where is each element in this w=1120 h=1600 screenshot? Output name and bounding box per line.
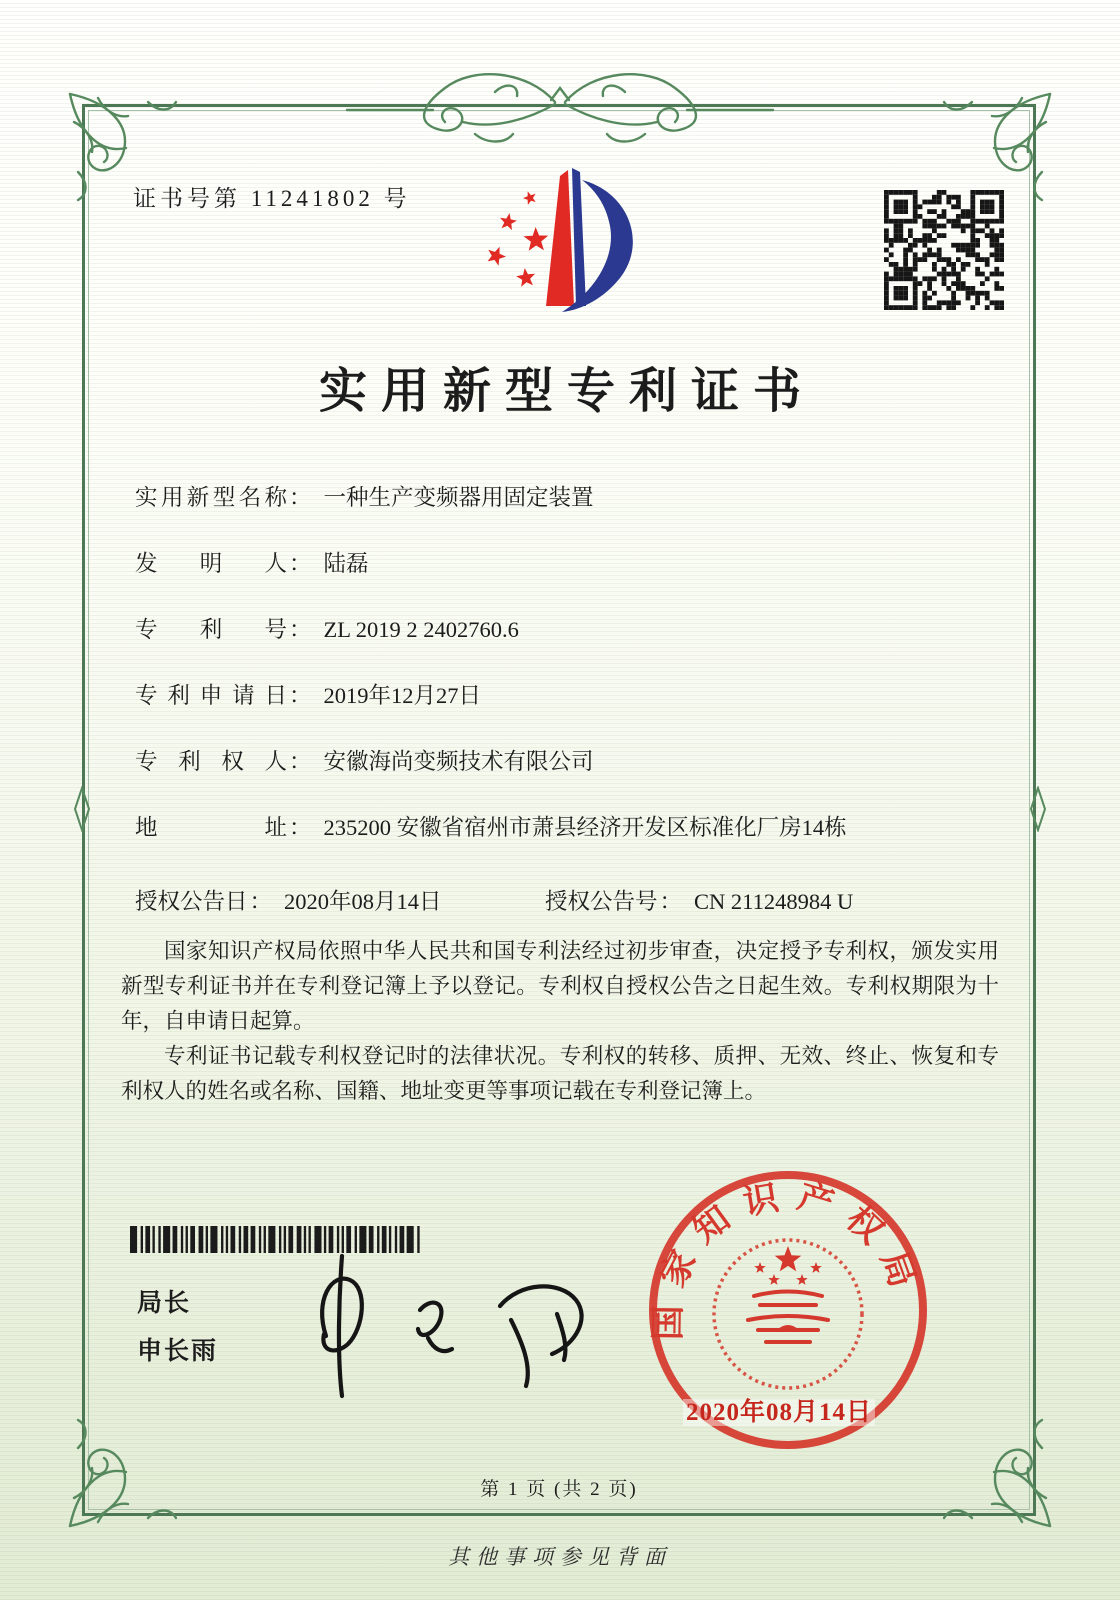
grant-number-label: 授权公告号 [545, 889, 658, 914]
field-label: 发明人 [135, 551, 287, 576]
field-colon: ： [289, 485, 312, 510]
logo-stars [488, 191, 549, 286]
filigree-ornament-corner-icon [64, 1412, 184, 1532]
page-number: 第 1 页 (共 2 页) [480, 1479, 638, 1500]
field-label: 地址 [135, 815, 287, 840]
field-value: 一种生产变频器用固定装置 [323, 485, 594, 510]
grant-number-value: CN 211248984 U [694, 889, 854, 914]
legal-paragraph-1: 国家知识产权局依照中华人民共和国专利法经过初步审查，决定授予专利权，颁发实用新型专利证书并在专利登记簿上予以登记。专利权自授权公告之日起生效。专利权期限为十年，自申请日起算。 [121, 939, 999, 1033]
field-row-patent-number [135, 612, 1015, 642]
field-colon: ： [289, 683, 312, 708]
field-colon: ： [289, 551, 312, 576]
filigree-ornament-corner-icon [936, 1412, 1056, 1532]
grant-date-value: 2020年08月14日 [284, 889, 442, 914]
grant-row [135, 884, 1015, 916]
certificate-number: 证书号第 11241802 号 [133, 186, 411, 211]
back-side-note: 其他事项参见背面 [448, 1545, 672, 1569]
legal-paragraph-2: 专利证书记载专利权登记时的法律状况。专利权的转移、质押、无效、终止、恢复和专利权人的姓名或名称、国籍、地址变更等事项记载在专利登记簿上。 [121, 1044, 999, 1103]
field-value: 陆磊 [323, 551, 369, 576]
certificate-fields [135, 480, 1015, 876]
qr-code-icon [884, 190, 1004, 310]
director-signature-icon [268, 1244, 618, 1409]
grant-date-label: 授权公告日 [135, 889, 248, 914]
seal-ring-text: 国家知识产权局 [648, 1175, 928, 1341]
field-row-address [135, 810, 1015, 840]
field-value: ZL 2019 2 2402760.6 [323, 617, 519, 642]
legal-text-block [121, 934, 999, 1109]
field-colon: ： [289, 815, 312, 840]
field-label: 专利号 [135, 617, 287, 642]
field-row-utility-model-name [135, 480, 1015, 510]
grant-number-group [545, 884, 853, 916]
seal-date-text: 2020年08月14日 [683, 1399, 875, 1426]
edge-ornament-icon [73, 786, 91, 832]
director-name: 申长雨 [137, 1338, 219, 1365]
filigree-ornament-top-icon [345, 58, 775, 162]
field-row-filing-date [135, 678, 1015, 708]
director-title: 局长 [137, 1290, 192, 1317]
seal-date [654, 1392, 904, 1428]
field-colon: ： [289, 617, 312, 642]
field-colon: ： [659, 889, 683, 914]
field-colon: ： [249, 889, 273, 914]
edge-ornament-icon [1029, 786, 1047, 832]
field-value: 安徽海尚变频技术有限公司 [323, 749, 594, 774]
field-label: 专利权人 [135, 749, 287, 774]
cnipa-logo-icon [468, 158, 652, 326]
seal-emblem-gate [748, 1292, 828, 1343]
field-value: 2019年12月27日 [323, 683, 482, 708]
field-label: 专利申请日 [135, 683, 287, 708]
field-colon: ： [289, 749, 312, 774]
field-row-patentee [135, 744, 1015, 774]
field-label: 实用新型名称 [135, 485, 287, 510]
field-row-inventor [135, 546, 1015, 576]
certificate-title: 实用新型专利证书 [318, 365, 815, 418]
field-value: 235200 安徽省宿州市萧县经济开发区标准化厂房14栋 [323, 815, 847, 840]
